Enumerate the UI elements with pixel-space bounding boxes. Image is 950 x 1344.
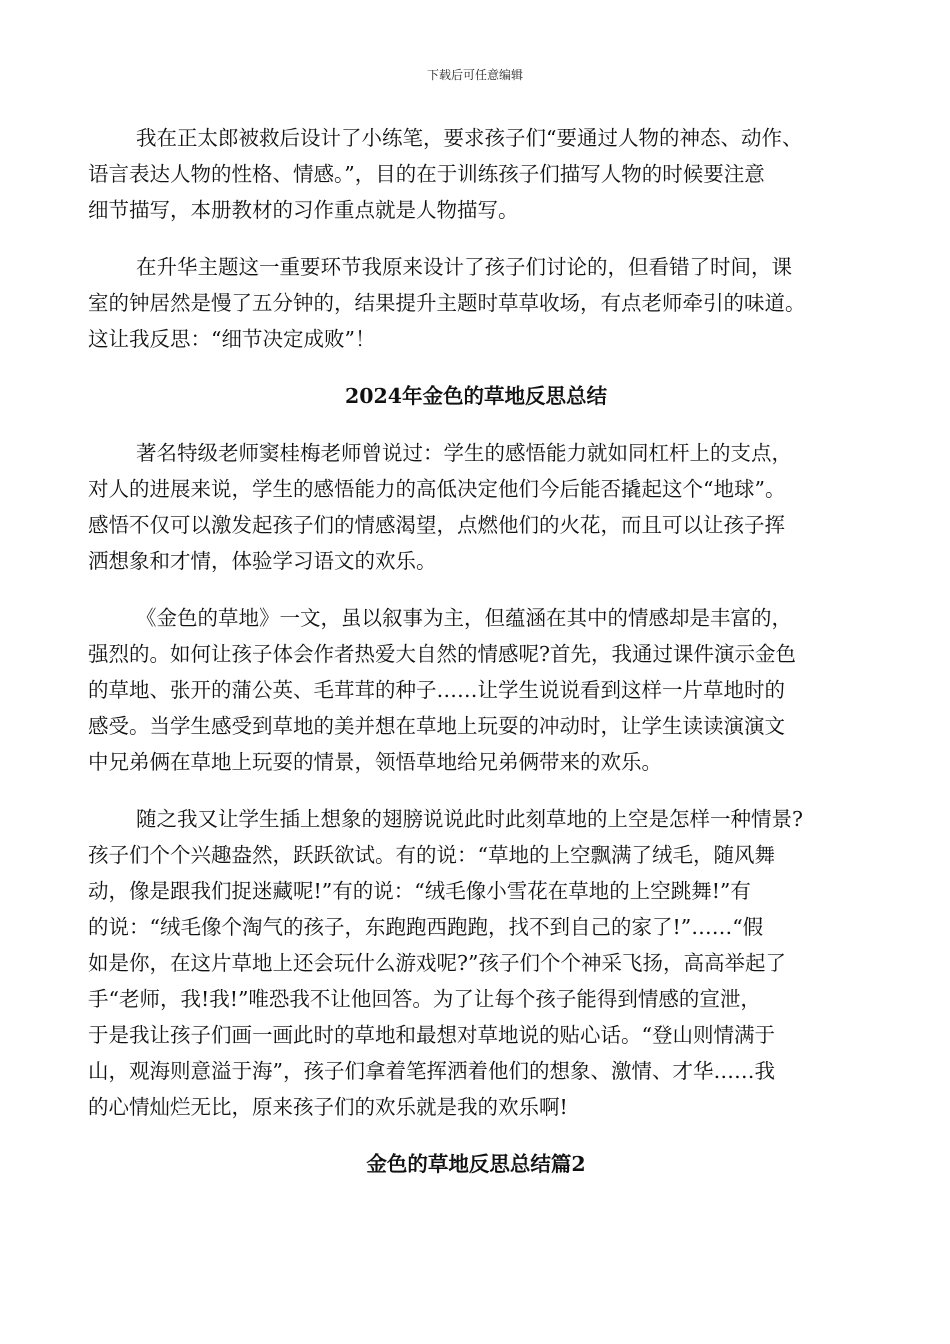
paragraph: [88, 120, 864, 228]
text-line: 于是我让孩子们画一画此时的草地和最想对草地说的贴心话。“登山则情满于: [88, 1023, 775, 1047]
paragraph: [88, 600, 864, 780]
text-line: 室的钟居然是慢了五分钟的，结果提升主题时草草收场，有点老师牵引的味道。: [88, 291, 806, 315]
text-line: 随之我又让学生插上想象的翅膀说说此时此刻草地的上空是怎样一种情景?: [136, 807, 803, 831]
text-line: 感受。当学生感受到草地的美并想在草地上玩耍的冲动时，让学生读读演演文: [88, 714, 785, 738]
text-line: 细节描写，本册教材的习作重点就是人物描写。: [88, 198, 519, 222]
paragraph: [88, 801, 864, 1125]
paragraph: [88, 249, 864, 357]
text-line: 在升华主题这一重要环节我原来设计了孩子们讨论的，但看错了时间，课: [136, 255, 792, 279]
text-line: 中兄弟俩在草地上玩耍的情景，领悟草地给兄弟俩带来的欢乐。: [88, 750, 662, 774]
document-body: [88, 120, 864, 1182]
page-header: 下载后可任意编辑: [426, 68, 523, 82]
text-line: 这让我反思：“细节决定成败”！: [88, 327, 376, 351]
text-line: 动，像是跟我们捉迷藏呢!”有的说：“绒毛像小雪花在草地的上空跳舞!”有: [88, 879, 751, 903]
text-line: 著名特级老师窦桂梅老师曾说过：学生的感悟能力就如同杠杆上的支点，: [136, 441, 792, 465]
text-line: 对人的进展来说，学生的感悟能力的高低决定他们今后能否撬起这个“地球”。: [88, 477, 786, 501]
text-line: 洒想象和才情，体验学习语文的欢乐。: [88, 549, 437, 573]
text-line: 强烈的。如何让孩子体会作者热爱大自然的情感呢?首先，我通过课件演示金色: [88, 642, 796, 666]
text-line: 的心情灿烂无比，原来孩子们的欢乐就是我的欢乐啊!: [88, 1095, 568, 1119]
text-line: 的草地、张开的蒲公英、毛茸茸的种子……让学生说说看到这样一片草地时的: [88, 678, 785, 702]
section-heading: 金色的草地反思总结篇2: [366, 1152, 586, 1176]
section-heading: 2024年金色的草地反思总结: [344, 384, 608, 408]
text-line: 如是你，在这片草地上还会玩什么游戏呢?”孩子们个个神采飞扬，高高举起了: [88, 951, 786, 975]
text-line: 感悟不仅可以激发起孩子们的情感渴望，点燃他们的火花，而且可以让孩子挥: [88, 513, 785, 537]
text-line: 手“老师，我!我!”唯恐我不让他回答。为了让每个孩子能得到情感的宣泄，: [88, 987, 761, 1011]
text-line: 山，观海则意溢于海”，孩子们拿着笔挥洒着他们的想象、激情、才华……我: [88, 1059, 775, 1083]
text-line: 语言表达人物的性格、情感。”，目的在于训练孩子们描写人物的时候要注意: [88, 162, 765, 186]
text-line: 孩子们个个兴趣盎然，跃跃欲试。有的说：“草地的上空飘满了绒毛，随风舞: [88, 843, 775, 867]
text-line: 的说：“绒毛像个淘气的孩子，东跑跑西跑跑，找不到自己的家了!”……“假: [88, 915, 764, 939]
paragraph: [88, 435, 864, 579]
text-line: 《金色的草地》一文，虽以叙事为主，但蕴涵在其中的情感却是丰富的，: [136, 606, 792, 630]
text-line: 我在正太郎被救后设计了小练笔，要求孩子们“要通过人物的神态、动作、: [136, 126, 803, 150]
